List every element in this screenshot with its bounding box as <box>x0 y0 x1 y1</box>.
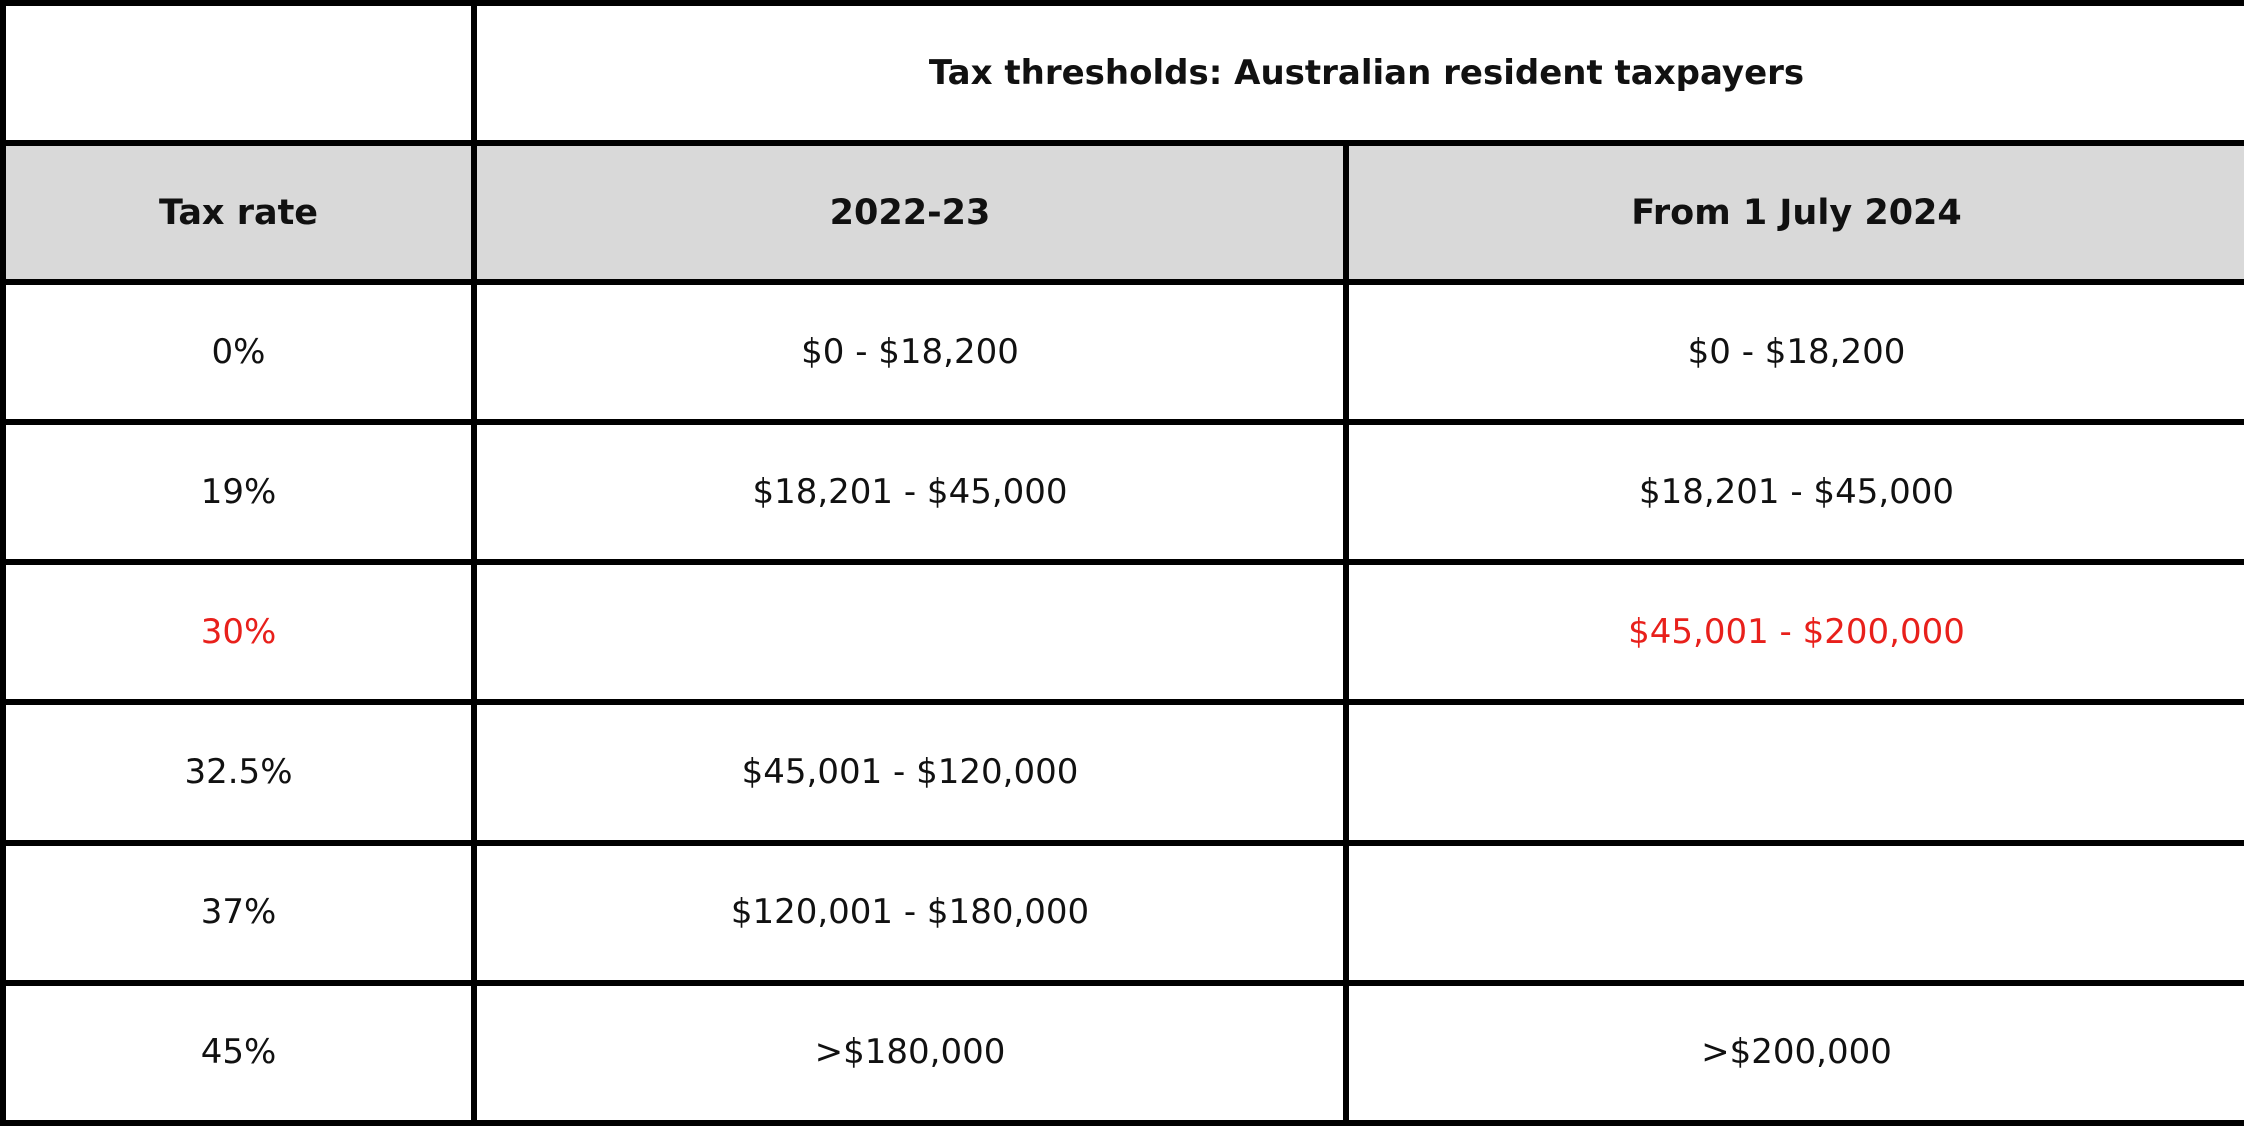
tax-rate-cell: 19% <box>3 422 474 562</box>
threshold-2022-23-cell: $0 - $18,200 <box>474 282 1346 422</box>
column-header-2022-23: 2022-23 <box>474 143 1346 282</box>
tax-rate-cell: 32.5% <box>3 702 474 842</box>
threshold-2022-23-cell <box>474 562 1346 702</box>
table-title-row <box>3 3 2244 143</box>
tax-rate-cell: 30% <box>3 562 474 702</box>
column-header-row <box>3 143 2244 282</box>
threshold-2024-cell <box>1346 843 2244 983</box>
threshold-2024-cell <box>1346 702 2244 842</box>
table-title: Tax thresholds: Australian resident taxpayers <box>474 3 2244 143</box>
table-row <box>3 702 2244 842</box>
threshold-2024-cell: $45,001 - $200,000 <box>1346 562 2244 702</box>
threshold-2024-cell: $0 - $18,200 <box>1346 282 2244 422</box>
table-row <box>3 422 2244 562</box>
column-header-from-1-july-2024: From 1 July 2024 <box>1346 143 2244 282</box>
table-row <box>3 843 2244 983</box>
table-row <box>3 983 2244 1123</box>
threshold-2022-23-cell: $45,001 - $120,000 <box>474 702 1346 842</box>
empty-corner-cell <box>3 3 474 143</box>
threshold-2022-23-cell: >$180,000 <box>474 983 1346 1123</box>
threshold-2022-23-cell: $18,201 - $45,000 <box>474 422 1346 562</box>
table-row <box>3 282 2244 422</box>
threshold-2022-23-cell: $120,001 - $180,000 <box>474 843 1346 983</box>
column-header-tax-rate: Tax rate <box>3 143 474 282</box>
table-row <box>3 562 2244 702</box>
tax-rate-cell: 0% <box>3 282 474 422</box>
threshold-2024-cell: $18,201 - $45,000 <box>1346 422 2244 562</box>
tax-rate-cell: 37% <box>3 843 474 983</box>
tax-rate-cell: 45% <box>3 983 474 1123</box>
threshold-2024-cell: >$200,000 <box>1346 983 2244 1123</box>
